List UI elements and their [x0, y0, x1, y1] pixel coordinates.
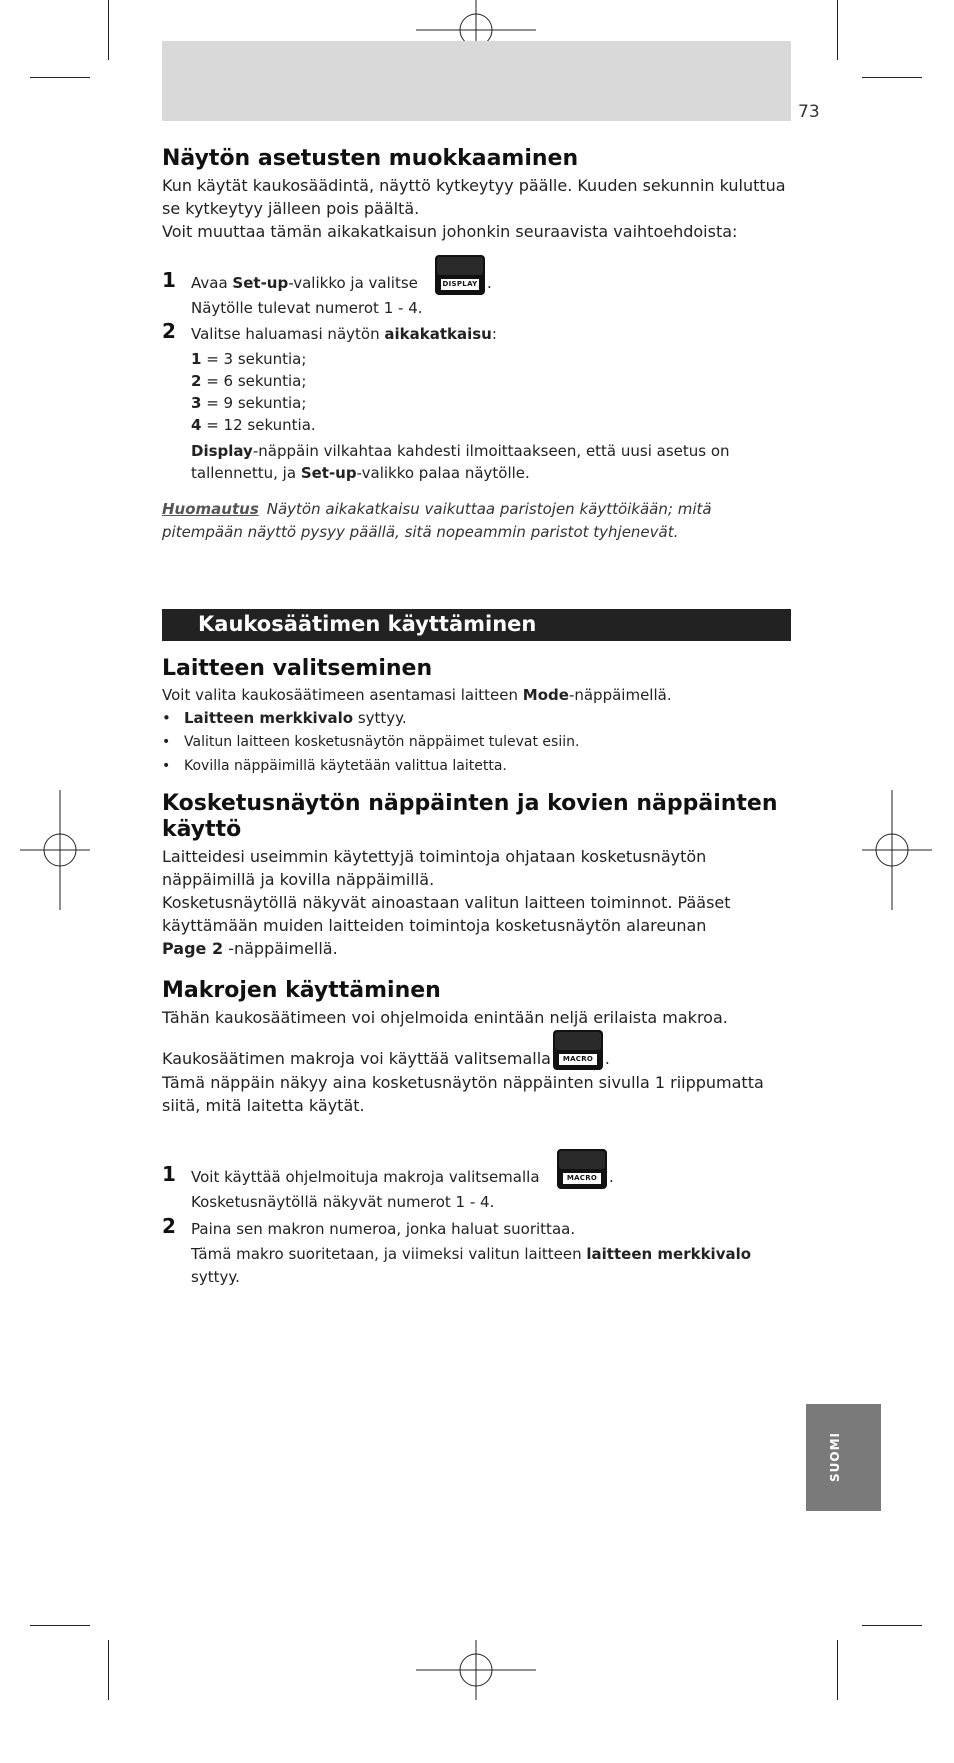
list-item: • Laitteen merkkivalo syttyy. — [162, 709, 407, 727]
step-text: Tämä makro suoritetaan, ja viimeksi valitun laitteen laitteen merkkivalo — [191, 1245, 752, 1263]
page-number: 73 — [798, 102, 820, 122]
macro-key-icon: MACRO — [553, 1030, 603, 1070]
body-line: näppäimillä ja kovilla näppäimillä. — [162, 870, 435, 889]
body-line: käyttämään muiden laitteiden toimintoja kosketusnäytön alareunan — [162, 916, 707, 935]
list-item: • Valitun laitteen kosketusnäytön näppäimet tulevat esiin. — [162, 734, 580, 750]
body-line: Tämä näppäin näkyy aina kosketusnäytön näppäinten sivulla 1 riippumatta — [162, 1073, 764, 1092]
body-line: Kaukosäätimen makroja voi käyttää valitsemalla — [162, 1049, 551, 1068]
list-item: • Kovilla näppäimillä käytetään valittua laitetta. — [162, 758, 507, 774]
intro-line: Voit muuttaa tämän aikakatkaisun johonkin seuraavista vaihtoehdoista: — [162, 222, 738, 241]
body-line: Kosketusnäytöllä näkyvät ainoastaan valitun laitteen toiminnot. Pääset — [162, 893, 731, 912]
intro-line: Kun käytät kaukosäädintä, näyttö kytkeytyy päälle. Kuuden sekunnin kuluttua — [162, 176, 786, 195]
section-title-display-settings: Näytön asetusten muokkaaminen — [162, 146, 579, 171]
section-title-macros: Makrojen käyttäminen — [162, 978, 441, 1003]
intro-line: se kytkeytyy jälleen pois päältä. — [162, 199, 420, 218]
header-bar — [162, 41, 791, 121]
registration-mark-right — [862, 790, 942, 910]
step-text: Näytölle tulevat numerot 1 - 4. — [191, 299, 423, 317]
section-title-keys: Kosketusnäytön näppäinten ja kovien näppäinten — [162, 791, 778, 816]
body-line: Tähän kaukosäätimeen voi ohjelmoida enintään neljä erilaista makroa. — [162, 1008, 728, 1027]
language-tab: SUOMI — [806, 1404, 881, 1511]
note-label: Huomautus — [162, 500, 259, 518]
section-title-keys-cont: käyttö — [162, 817, 242, 842]
step-number: 2 — [162, 1214, 176, 1238]
step-text: Paina sen makron numeroa, jonka haluat suorittaa. — [191, 1220, 576, 1238]
body-line: Page 2 -näppäimellä. — [162, 939, 338, 958]
option-item: 2 = 6 sekuntia; — [191, 372, 307, 390]
step-text: Kosketusnäytöllä näkyvät numerot 1 - 4. — [191, 1193, 495, 1211]
step-period: . — [487, 274, 492, 292]
step-text: Valitse haluamasi näytön aikakatkaisu: — [191, 325, 497, 343]
step-text: Voit käyttää ohjelmoituja makroja valitsemalla — [191, 1168, 540, 1186]
step-number: 2 — [162, 319, 176, 343]
body-line: Laitteidesi useimmin käytettyjä toimintoja ohjataan kosketusnäytön — [162, 847, 707, 866]
option-item: 4 = 12 sekuntia. — [191, 416, 316, 434]
body-line: siitä, mitä laitetta käytät. — [162, 1096, 365, 1115]
option-item: 3 = 9 sekuntia; — [191, 394, 307, 412]
intro-line: Voit valita kaukosäätimeen asentamasi laitteen Mode-näppäimellä. — [162, 686, 672, 704]
option-item: 1 = 3 sekuntia; — [191, 350, 307, 368]
confirmation-text: Display-näppäin vilkahtaa kahdesti ilmoittaakseen, että uusi asetus on — [191, 442, 730, 460]
note: Huomautus Näytön aikakatkaisu vaikuttaa paristojen käyttöikään; mitä pitempään näyttö pysyy päällä, sitä nopeammin paristot tyhjenevät. — [162, 500, 712, 541]
registration-mark-left — [10, 790, 90, 910]
step-text: Avaa Set-up-valikko ja valitse — [191, 274, 418, 292]
step-period: . — [609, 1168, 614, 1186]
step-number: 1 — [162, 1162, 176, 1186]
section-title-device-select: Laitteen valitseminen — [162, 656, 433, 681]
chapter-banner: Kaukosäätimen käyttäminen — [162, 609, 791, 641]
step-text: syttyy. — [191, 1268, 240, 1286]
step-number: 1 — [162, 268, 176, 292]
confirmation-text: tallennettu, ja Set-up-valikko palaa näytölle. — [191, 464, 530, 482]
step-period: . — [605, 1050, 610, 1068]
registration-mark-bottom — [416, 1640, 536, 1730]
display-key-icon: DISPLAY — [435, 255, 485, 295]
macro-key-icon: MACRO — [557, 1149, 607, 1189]
